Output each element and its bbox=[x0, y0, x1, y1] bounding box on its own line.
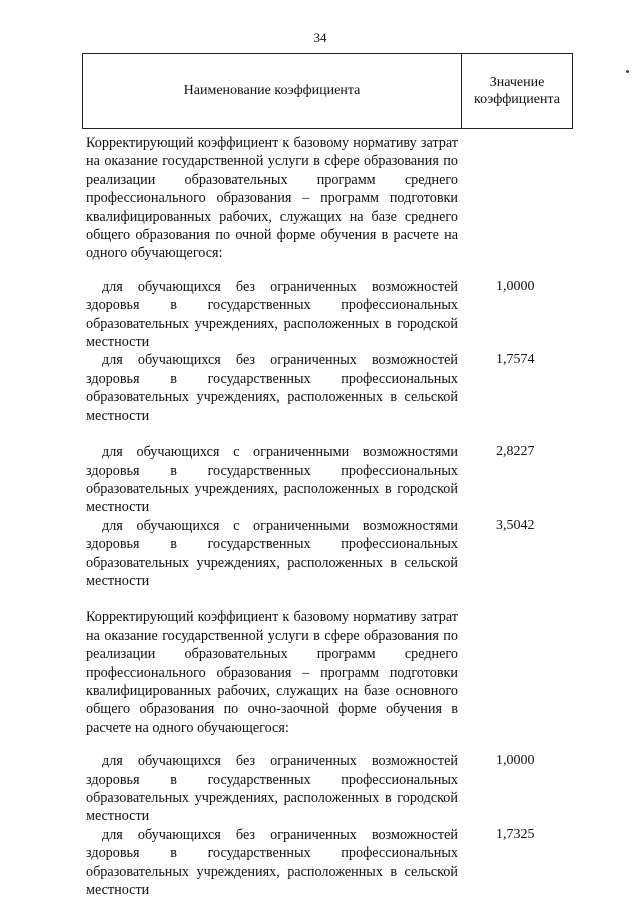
coefficient-block bbox=[86, 134, 542, 590]
row-value: 1,7325 bbox=[496, 826, 535, 842]
row-description: для обучающихся без ограниченных возможностей здоровья в государственных профессиональных образовательных учреждениях, расположенных в сельской местности bbox=[86, 826, 458, 899]
coefficient-value-header: Значение коэффициента bbox=[474, 75, 560, 107]
block-title: Корректирующий коэффициент к базовому нормативу затрат на оказание государственной услуги в сфере образования по реализации образовательных программ среднего профессионального образования – программ подготовки квалифицированных рабочих, служащих на базе среднего общего образования по очной форме обучения в расчете на одного обучающегося: bbox=[86, 135, 458, 262]
coefficient-block bbox=[86, 608, 542, 899]
row-value: 3,5042 bbox=[496, 517, 535, 533]
coefficient-row bbox=[86, 517, 542, 591]
row-description: для обучающихся без ограниченных возможностей здоровья в государственных профессиональных образовательных учреждениях, расположенных в городской местности bbox=[86, 753, 458, 825]
row-description: для обучающихся без ограниченных возможностей здоровья в государственных профессиональных образовательных учреждениях, расположенных в сельской местности bbox=[86, 352, 458, 424]
coefficient-row bbox=[86, 752, 542, 826]
row-description: для обучающихся с ограниченными возможностями здоровья в государственных профессиональных образовательных учреждениях, расположенных в сельской местности bbox=[86, 517, 458, 589]
table-body bbox=[86, 134, 542, 899]
page-number: 34 bbox=[313, 30, 327, 45]
coefficient-row bbox=[86, 826, 542, 900]
coefficient-row bbox=[86, 443, 542, 517]
row-value: 1,7574 bbox=[496, 352, 535, 368]
row-description: для обучающихся без ограниченных возможностей здоровья в государственных профессиональных образовательных учреждениях, расположенных в городской местности bbox=[86, 278, 458, 351]
coefficient-row bbox=[86, 351, 542, 425]
row-value: 1,0000 bbox=[496, 278, 535, 294]
row-description: для обучающихся с ограниченными возможностями здоровья в государственных профессиональных образовательных учреждениях, расположенных в городской местности bbox=[86, 444, 458, 516]
table-header bbox=[82, 53, 573, 129]
coefficient-name-header: Наименование коэффициента bbox=[83, 54, 462, 128]
row-value: 2,8227 bbox=[496, 444, 535, 460]
coefficient-row bbox=[86, 278, 542, 352]
row-value: 1,0000 bbox=[496, 753, 535, 769]
block-title: Корректирующий коэффициент к базовому нормативу затрат на оказание государственной услуги в сфере образования по реализации образовательных программ среднего профессионального образования – программ подготовки квалифицированных рабочих, служащих на базе основного общего образования по очно-заочной форме обучения в расчете на одного обучающегося: bbox=[86, 609, 458, 736]
scan-mark bbox=[626, 70, 629, 73]
